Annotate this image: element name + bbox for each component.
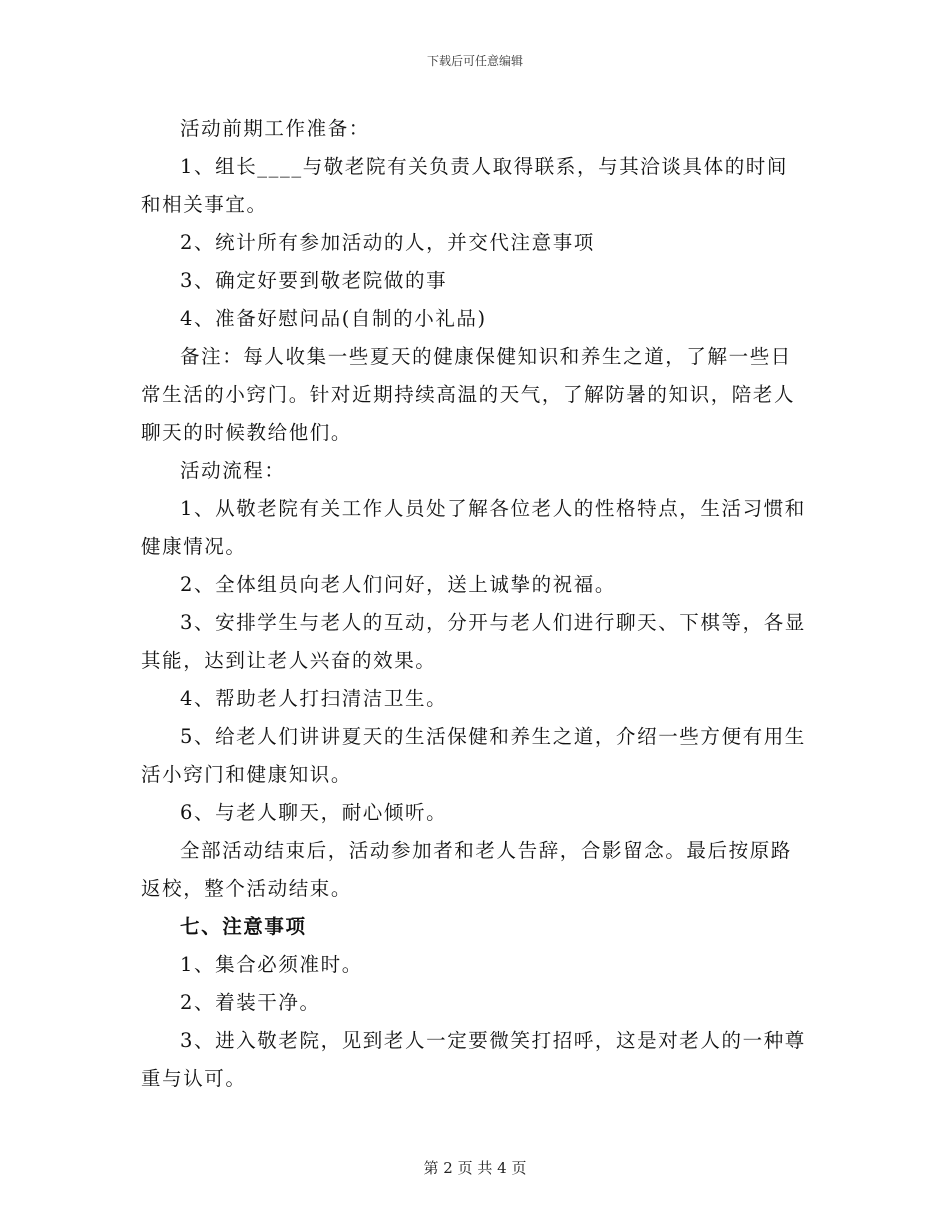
paragraph-notes-2: 2、着装干净。	[180, 991, 321, 1014]
paragraph-notes-1: 1、集合必须准时。	[180, 953, 363, 976]
paragraph-notes-3: 3、进入敬老院，见到老人一定要微笑打招呼，这是对老人的一种尊重与认可。	[141, 1029, 806, 1090]
paragraph-prep-4: 4、准备好慰问品(自制的小礼品)	[180, 307, 487, 330]
paragraph-prep-1: 1、组长____与敬老院有关负责人取得联系，与其洽谈具体的时间和相关事宜。	[141, 155, 789, 216]
paragraph-conclusion: 全部活动结束后，活动参加者和老人告辞，合影留念。最后按原路返校，整个活动结束。	[141, 839, 792, 900]
paragraph-prep-2: 2、统计所有参加活动的人，并交代注意事项	[180, 231, 595, 254]
section-heading-notes: 七、注意事项	[180, 915, 307, 938]
paragraph-flow-1: 1、从敬老院有关工作人员处了解各位老人的性格特点，生活习惯和健康情况。	[141, 497, 806, 558]
paragraph-flow-3: 3、安排学生与老人的互动，分开与老人们进行聊天、下棋等，各显其能，达到让老人兴奋的效果。	[141, 611, 806, 672]
document-body	[141, 110, 809, 1098]
paragraph-prep-3: 3、确定好要到敬老院做的事	[180, 269, 448, 292]
paragraph-prep-title: 活动前期工作准备：	[180, 117, 370, 140]
paragraph-flow-4: 4、帮助老人打扫清洁卫生。	[180, 687, 448, 710]
page-header: 下载后可任意编辑	[426, 54, 523, 68]
page-footer: 第 2 页 共 4 页	[423, 1159, 527, 1177]
paragraph-flow-title: 活动流程：	[180, 459, 286, 482]
paragraph-flow-5: 5、给老人们讲讲夏天的生活保健和养生之道，介绍一些方便有用生活小窍门和健康知识。	[141, 725, 806, 786]
paragraph-note: 备注：每人收集一些夏天的健康保健知识和养生之道，了解一些日常生活的小窍门。针对近期持续高温的天气，了解防暑的知识，陪老人聊天的时候教给他们。	[141, 345, 796, 444]
paragraph-flow-2: 2、全体组员向老人们问好，送上诚挚的祝福。	[180, 573, 617, 596]
paragraph-flow-6: 6、与老人聊天，耐心倾听。	[180, 801, 448, 824]
